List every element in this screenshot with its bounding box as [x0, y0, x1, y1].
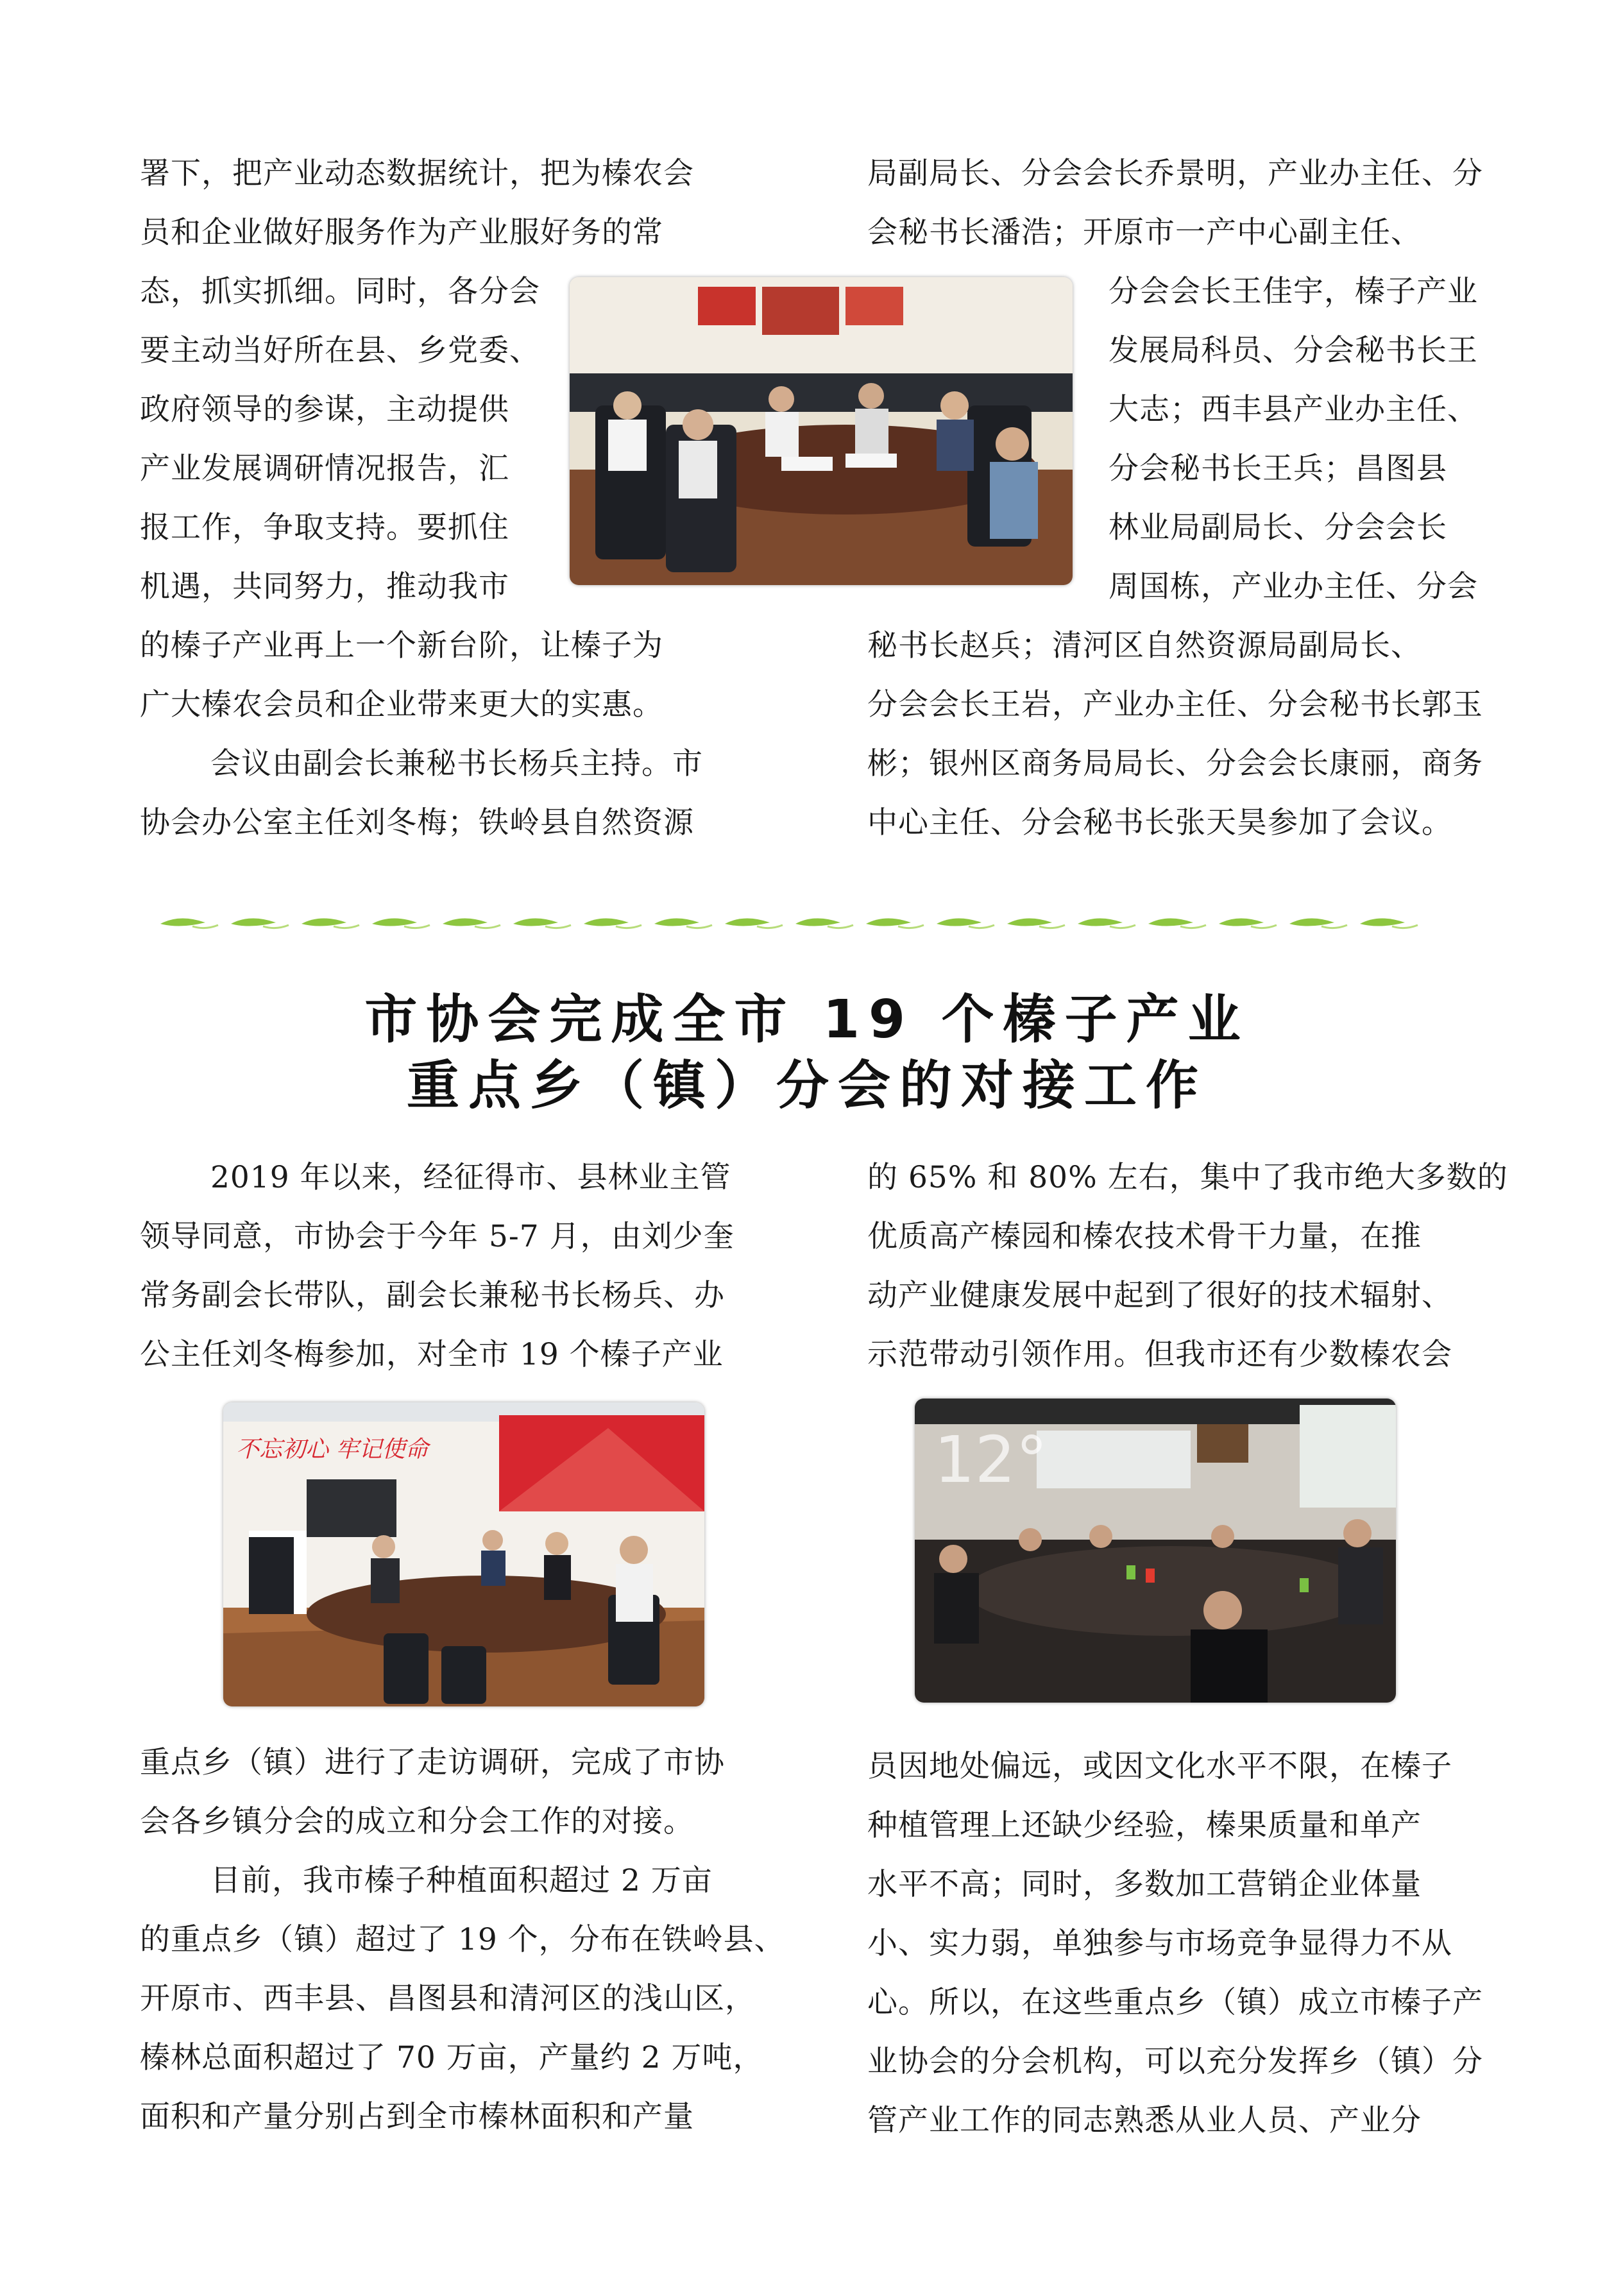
top-right-line-1: 局副局长、分会会长乔景明，产业办主任、分 [867, 156, 1483, 191]
top-right-line-2: 会秘书长潘浩；开原市一产中心副主任、 [867, 215, 1422, 250]
top-right-line-11: 彬；银州区商务局局长、分会会长康丽，商务 [867, 746, 1483, 781]
top-left-line-5: 政府领导的参谋，主动提供 [140, 392, 509, 427]
article-left-line-2: 领导同意，市协会于今年 5-7 月，由刘少奎 [140, 1219, 735, 1254]
article-title-line-2: 重点乡（镇）分会的对接工作 [406, 1055, 1207, 1116]
article-left-bottom-line-4: 的重点乡（镇）超过了 19 个，分布在铁岭县、 [140, 1922, 785, 1957]
top-right-line-6: 分会秘书长王兵；昌图县 [1109, 451, 1447, 486]
leaf-divider-icon [154, 910, 1463, 935]
article-right-bottom-line-4: 小、实力弱，单独参与市场竞争显得力不从 [867, 1926, 1452, 1961]
top-left-line-1: 署下，把产业动态数据统计，把为榛农会 [140, 156, 694, 191]
article-right-line-3: 动产业健康发展中起到了很好的技术辐射、 [867, 1278, 1452, 1313]
article-left-bottom-line-7: 面积和产量分别占到全市榛林面积和产量 [140, 2099, 694, 2134]
article-left-bottom-line-5: 开原市、西丰县、昌图县和清河区的浅山区， [140, 1981, 756, 2016]
top-right-line-7: 林业局副局长、分会会长 [1109, 510, 1447, 545]
top-right-line-4: 发展局科员、分会秘书长王 [1109, 333, 1478, 368]
photo2-banner-text: 不忘初心 牢记使命 [236, 1436, 429, 1463]
article-left-line-1: 2019 年以来，经征得市、县林业主管 [210, 1160, 731, 1195]
top-right-line-9: 秘书长赵兵；清河区自然资源局副局长、 [867, 628, 1422, 663]
top-left-line-2: 员和企业做好服务作为产业服好务的常 [140, 215, 663, 250]
leaf-divider [154, 910, 1463, 935]
top-left-line-9: 的榛子产业再上一个新台阶，让榛子为 [140, 628, 663, 663]
article-right-bottom-line-1: 员因地处偏远，或因文化水平不限，在榛子 [867, 1749, 1452, 1784]
top-right-line-8: 周国栋，产业办主任、分会 [1109, 569, 1478, 604]
top-right-line-10: 分会会长王岩，产业办主任、分会秘书长郭玉 [867, 687, 1483, 722]
meeting-photo-1-image [570, 277, 1073, 585]
top-left-line-12: 协会办公室主任刘冬梅；铁岭县自然资源 [140, 805, 694, 840]
article-right-line-4: 示范带动引领作用。但我市还有少数榛农会 [867, 1337, 1452, 1372]
meeting-photo-3 [915, 1399, 1396, 1703]
meeting-photo-2-image [223, 1402, 704, 1706]
meeting-photo-2 [223, 1402, 704, 1706]
top-left-line-8: 机遇，共同努力，推动我市 [140, 569, 509, 604]
article-right-bottom-line-2: 种植管理上还缺少经验，榛果质量和单产 [867, 1808, 1422, 1843]
article-left-bottom-line-3: 目前，我市榛子种植面积超过 2 万亩 [210, 1863, 713, 1898]
top-right-line-5: 大志；西丰县产业办主任、 [1109, 392, 1478, 427]
top-left-line-11: 会议由副会长兼秘书长杨兵主持。市 [210, 746, 703, 781]
article-title-line-1: 市协会完成全市 19 个榛子产业 [364, 989, 1250, 1050]
top-right-line-12: 中心主任、分会秘书长张天昊参加了会议。 [867, 805, 1452, 840]
top-left-line-4: 要主动当好所在县、乡党委、 [140, 333, 540, 368]
article-right-bottom-line-3: 水平不高；同时，多数加工营销企业体量 [867, 1867, 1422, 1902]
article-left-bottom-line-6: 榛林总面积超过了 70 万亩，产量约 2 万吨， [140, 2040, 764, 2075]
article-right-bottom-line-5: 心。所以，在这些重点乡（镇）成立市榛子产 [867, 1985, 1483, 2020]
article-left-bottom-line-1: 重点乡（镇）进行了走访调研，完成了市协 [140, 1745, 725, 1780]
top-right-line-3: 分会会长王佳宇，榛子产业 [1109, 274, 1478, 309]
top-left-line-3: 态，抓实抓细。同时，各分会 [140, 274, 540, 309]
top-left-line-10: 广大榛农会员和企业带来更大的实惠。 [140, 687, 663, 722]
photo3-clock-text: 12° [934, 1422, 1048, 1497]
article-left-bottom-line-2: 会各乡镇分会的成立和分会工作的对接。 [140, 1804, 694, 1839]
article-left-line-3: 常务副会长带队，副会长兼秘书长杨兵、办 [140, 1278, 725, 1313]
article-right-line-2: 优质高产榛园和榛农技术骨干力量，在推 [867, 1219, 1422, 1254]
article-right-bottom-line-7: 管产业工作的同志熟悉从业人员、产业分 [867, 2103, 1422, 2138]
top-left-line-6: 产业发展调研情况报告，汇 [140, 451, 509, 486]
top-left-line-7: 报工作，争取支持。要抓住 [140, 510, 509, 545]
meeting-photo-3-image [915, 1399, 1396, 1703]
article-right-line-1: 的 65% 和 80% 左右，集中了我市绝大多数的 [867, 1160, 1508, 1195]
article-left-line-4: 公主任刘冬梅参加，对全市 19 个榛子产业 [140, 1337, 724, 1372]
article-right-bottom-line-6: 业协会的分会机构，可以充分发挥乡（镇）分 [867, 2044, 1483, 2079]
meeting-photo-1 [570, 277, 1073, 585]
